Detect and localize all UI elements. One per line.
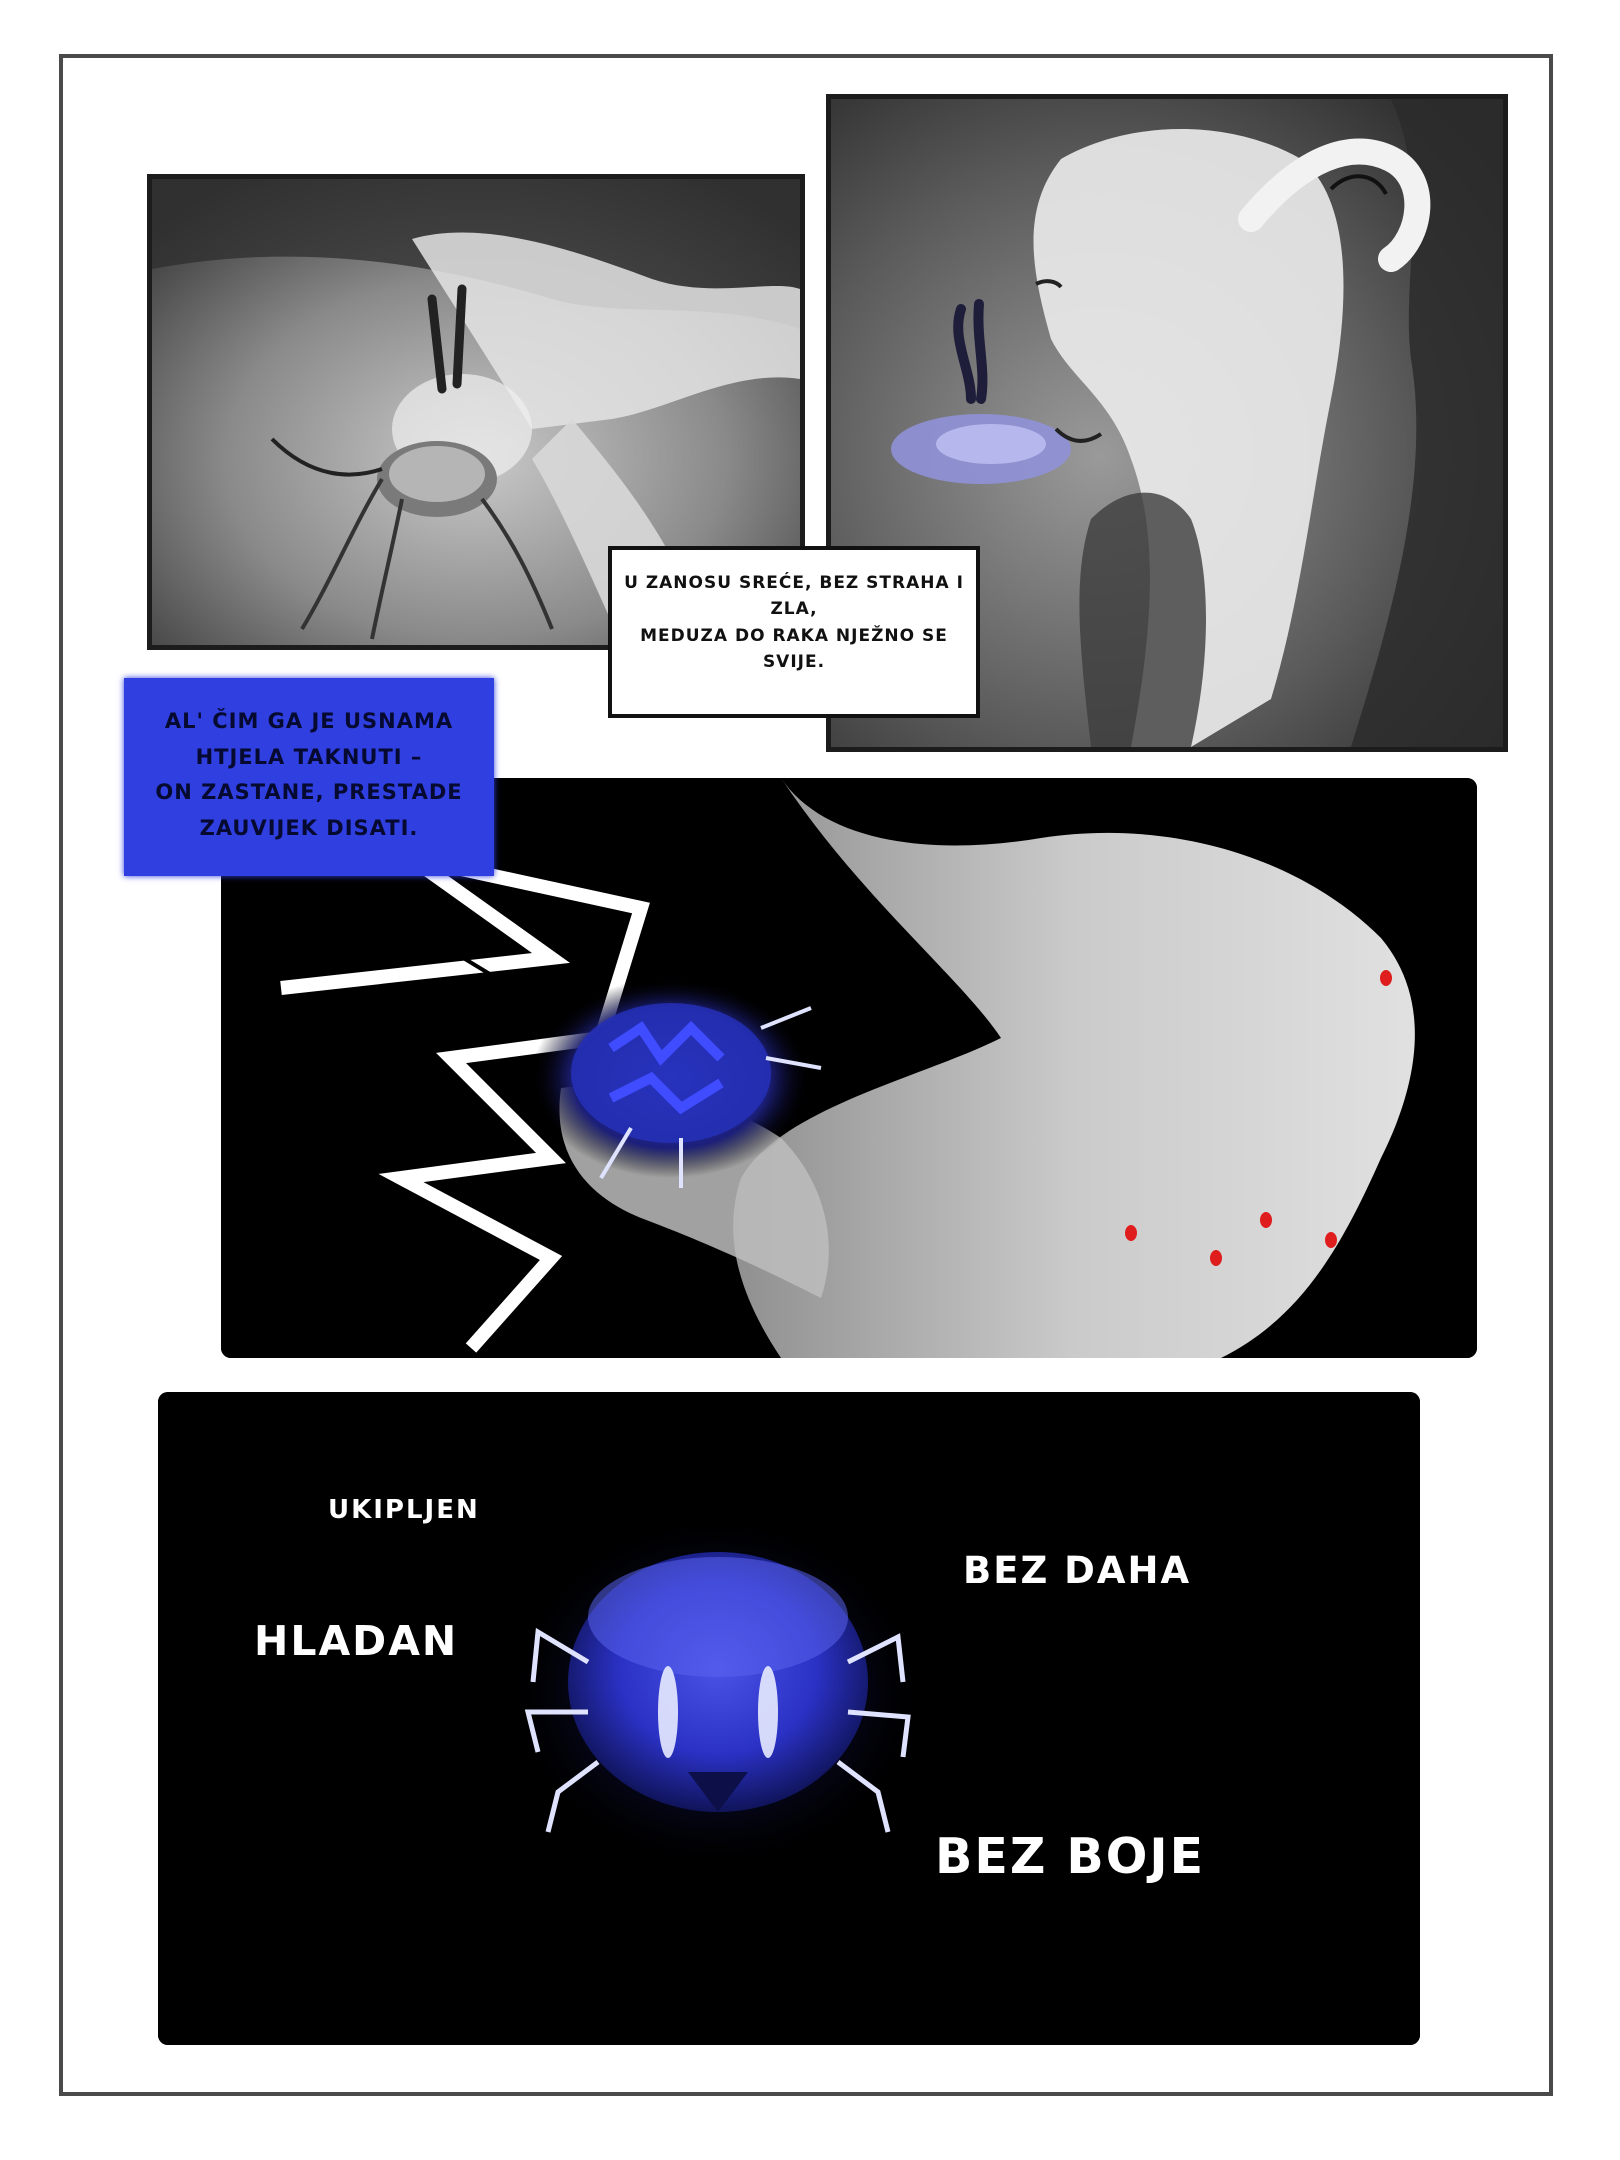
caption-line: ON ZASTANE, PRESTADE (155, 780, 463, 805)
word-hladan: HLADAN (254, 1617, 459, 1665)
caption-line: HTJELA TAKNUTI – (195, 744, 423, 769)
caption-line: U ZANOSU SREĆE, BEZ STRAHA I (624, 573, 964, 593)
word-bez-boje: BEZ BOJE (935, 1828, 1206, 1885)
caption-box-blue (124, 678, 494, 876)
caption-line: ZLA, (770, 599, 818, 620)
word-ukipljen: UKIPLJEN (328, 1495, 480, 1525)
caption-line: MEDUZA DO RAKA NJEŽNO SE (640, 625, 948, 646)
caption-line: SVIJE. (762, 652, 826, 673)
frozen-crab-illustration (158, 1392, 1420, 2045)
panel-frozen-crab (158, 1392, 1420, 2045)
caption-line: AL' ČIM GA JE USNAMA (164, 709, 454, 733)
word-bez-daha: BEZ DAHA (963, 1549, 1192, 1592)
caption-line: ZAUVIJEK DISATI. (199, 816, 419, 841)
caption-box-white (608, 546, 980, 718)
